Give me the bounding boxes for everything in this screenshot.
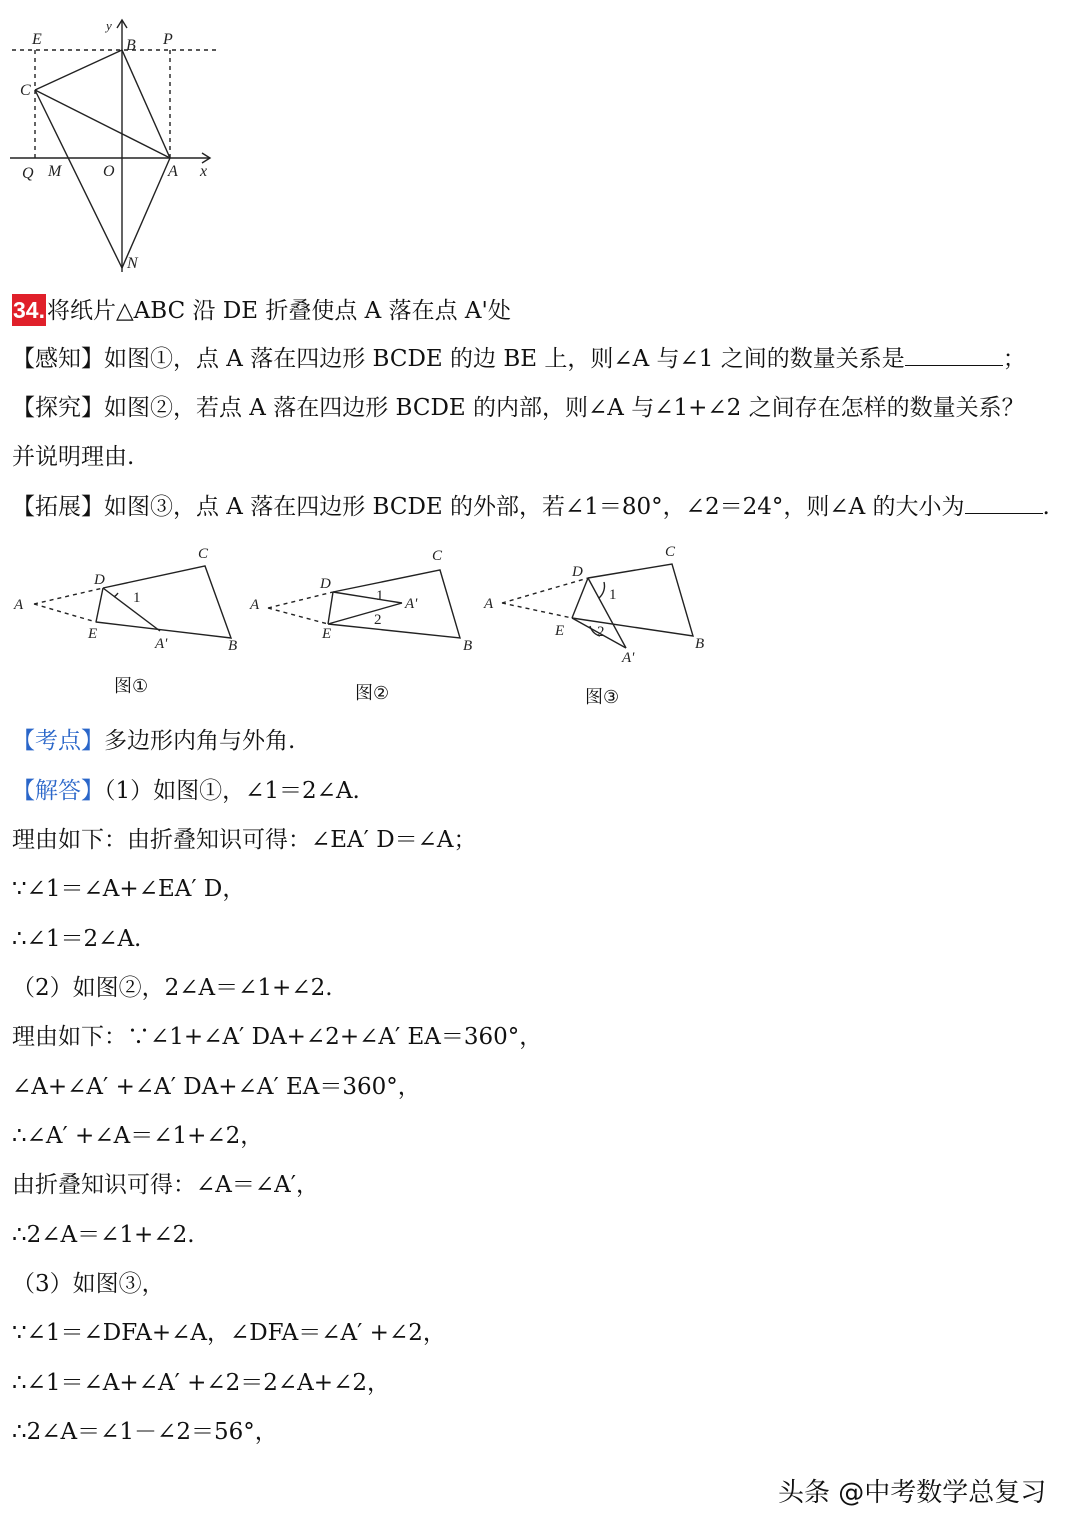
kaodian-tag: 【考点】 [12,728,104,754]
fig3-label-A: A [484,596,494,612]
fig1-label-B: B [228,638,238,654]
perceive-text: 【感知】如图①，点 A 落在四边形 BCDE 的边 BE 上，则∠A 与∠1 之间的数量关系是 [12,346,905,372]
solution-line-12: ∴∠1＝∠A+∠A′ +∠2＝2∠A+∠2， [12,1370,390,1396]
solution-line-1: 理由如下：由折叠知识可得：∠EA′ D＝∠A； [12,827,477,853]
solution-line-3: ∴∠1＝2∠A. [12,926,142,952]
solution-line-8: 由折叠知识可得：∠A＝∠A′， [12,1172,319,1198]
solution-line-6: ∠A+∠A′ +∠A′ DA+∠A′ EA＝360°， [12,1074,421,1100]
fig3-angle-2: 2 [597,624,605,640]
solution-line-9: ∴2∠A＝∠1+∠2. [12,1222,195,1248]
label-N: N [127,255,138,272]
label-O: O [103,163,115,180]
explore-continuation: 并说明理由. [12,444,135,470]
solution-line-10: （3）如图③， [12,1271,165,1297]
label-y: y [106,18,112,33]
label-Q: Q [22,165,34,182]
solution-line-11: ∵∠1＝∠DFA+∠A，∠DFA＝∠A′ +∠2， [12,1320,446,1346]
fig3-label-E: E [555,623,565,639]
extend-text: 【拓展】如图③，点 A 落在四边形 BCDE 的外部，若∠1＝80°，∠2＝24°，则∠A 的大小为 [12,494,965,520]
jieda-line [12,775,360,807]
fig1-angle-1: 1 [133,590,141,606]
fig1-label-E: E [88,626,98,642]
figure-1-caption: 图① [114,676,149,697]
answer-blank-1 [905,347,1003,366]
solution-line-7: ∴∠A′ +∠A＝∠1+∠2， [12,1123,264,1149]
fig3-label-A-prime: A' [622,650,635,666]
label-A: A [168,163,178,180]
fig1-label-C: C [198,546,209,562]
fig2-label-D: D [320,576,331,592]
question-stem [12,294,511,327]
fig3-label-B: B [695,636,705,652]
fig2-label-E: E [322,626,332,642]
perceive-end: ； [1002,346,1026,372]
label-M: M [48,163,62,180]
label-E: E [32,31,42,48]
solution-line-0: （1）如图①，∠1＝2∠A. [104,778,360,804]
fig1-label-A-prime: A' [155,636,168,652]
solution-line-2: ∵∠1＝∠A+∠EA′ D， [12,876,246,902]
watermark: 头条 @中考数学总复习 [778,1478,1047,1508]
fig2-angle-1: 1 [376,588,384,604]
figure-3-caption: 图③ [585,687,620,708]
fig2-label-B: B [463,638,473,654]
perceive-line [12,343,1026,375]
answer-blank-2 [965,495,1043,514]
label-x: x [200,163,208,180]
fig2-label-C: C [432,548,443,564]
fig1-label-A: A [14,597,24,613]
fig3-label-C: C [665,544,676,560]
label-B: B [126,37,136,54]
fig2-angle-2: 2 [374,612,382,628]
fig3-angle-1: 1 [609,587,617,603]
fig1-quadrilateral [96,566,231,638]
question-number: 34. [12,294,46,326]
extend-end: . [1042,494,1050,520]
kaodian-text: 多边形内角与外角. [104,728,296,754]
solution-line-4: （2）如图②，2∠A＝∠1+∠2. [12,975,333,1001]
explore-line: 【探究】如图②，若点 A 落在四边形 BCDE 的内部，则∠A 与∠1+∠2 之间存在怎样的数量关系？ [12,395,1025,421]
label-P: P [163,31,173,48]
fig2-quadrilateral [328,570,460,638]
kaodian-line [12,725,295,757]
label-C: C [20,82,31,99]
solution-line-13: ∴2∠A＝∠1－∠2＝56°， [12,1419,278,1445]
fig2-label-A: A [250,597,260,613]
fig1-label-D: D [94,572,105,588]
fig2-label-A-prime: A' [405,596,418,612]
extend-line [12,491,1050,523]
fig3-quadrilateral [572,564,693,636]
figure-2-caption: 图② [355,683,390,704]
jieda-tag: 【解答】 [12,778,104,804]
solution-line-5: 理由如下：∵∠1+∠A′ DA+∠2+∠A′ EA＝360°， [12,1024,543,1050]
fig3-label-D: D [572,564,583,580]
coordinate-figure [0,0,240,280]
question-stem-text: 将纸片△ABC 沿 DE 折叠使点 A 落在点 A'处 [46,298,511,324]
